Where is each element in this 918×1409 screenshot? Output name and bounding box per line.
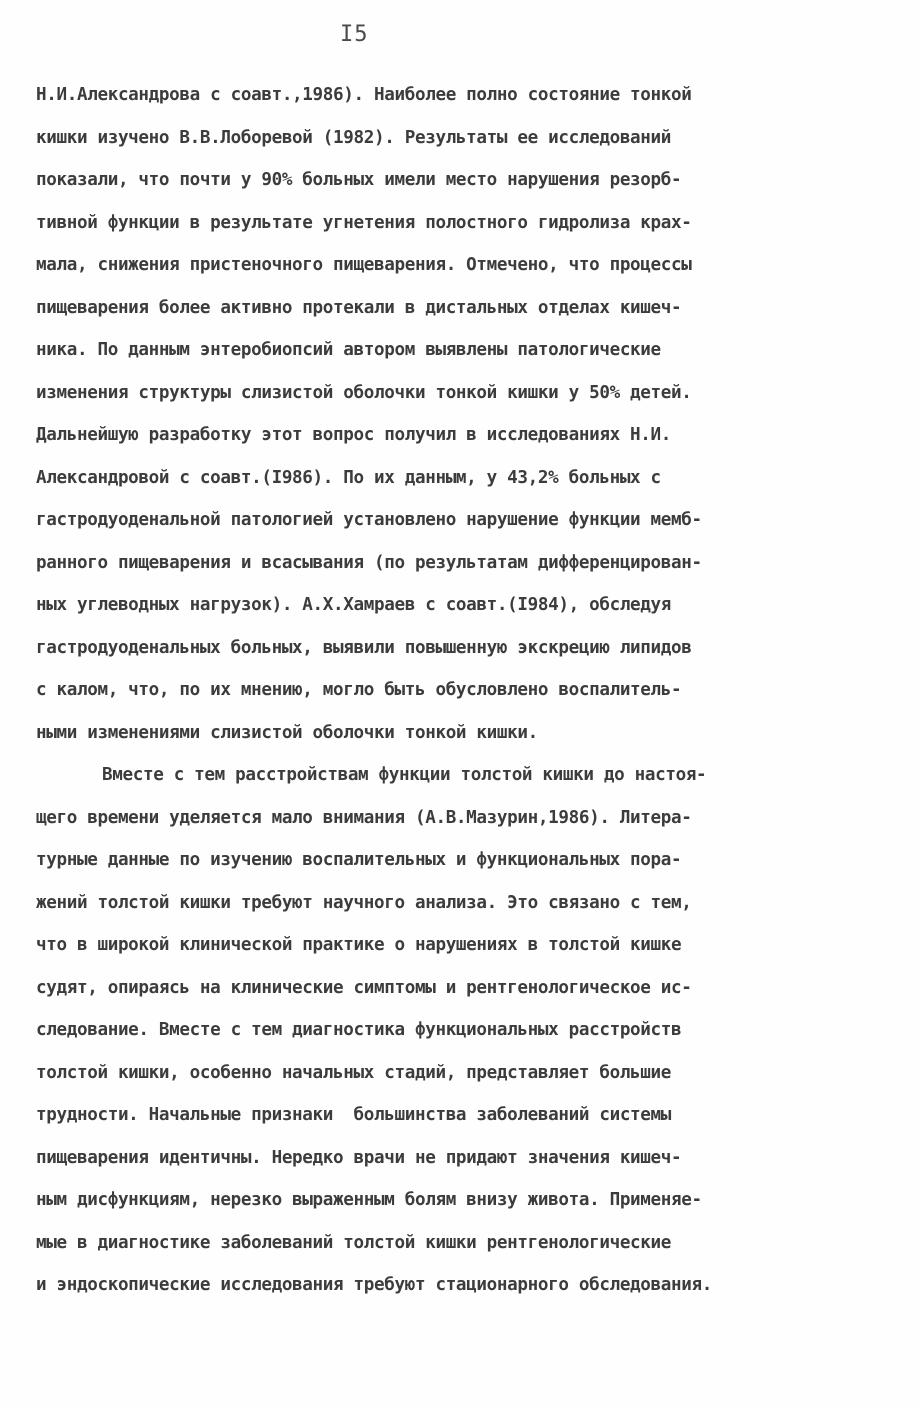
text-line: что в широкой клинической практике о нарушениях в толстой кишке (36, 935, 682, 955)
text-line: и эндоскопические исследования требуют стационарного обследования. (36, 1275, 712, 1295)
text-line: мые в диагностике заболеваний толстой кишки рентгенологические (36, 1232, 672, 1253)
text-line: турные данные по изучению воспалительных и функциональных пора- (36, 850, 682, 870)
text-line: судят, опираясь на клинические симптомы и рентгенологическое ис- (36, 977, 692, 998)
paragraph-start-line: Вместе с тем расстройствам функции толстой кишки до настоя- (102, 765, 707, 785)
text-line: показали, что почти у 90% больных имели место нарушения резорб- (36, 170, 682, 190)
text-line: пищеварения более активно протекали в дистальных отделах кишеч- (36, 297, 682, 318)
text-line: пищеварения идентичны. Нередко врачи не придают значения кишеч- (36, 1147, 682, 1168)
text-line: ным дисфункциям, нерезко выраженным болям внизу живота. Применяе- (36, 1190, 702, 1210)
text-line: следование. Вместе с тем диагностика функциональных расстройств (36, 1020, 682, 1040)
text-line: толстой кишки, особенно начальных стадий, представляет большие (36, 1062, 672, 1083)
text-line: трудности. Начальные признаки большинства заболеваний системы (36, 1105, 672, 1125)
text-line: жений толстой кишки требуют научного анализа. Это связано с тем, (36, 892, 692, 913)
text-line: ных углеводных нагрузок). А.Х.Хамраев с соавт.(I984), обследуя (36, 595, 672, 615)
body-text (36, 74, 888, 1307)
text-line: гастродуоденальных больных, выявили повышенную экскрецию липидов (36, 637, 692, 658)
text-line: Дальнейшую разработку этот вопрос получил в исследованиях Н.И. (36, 425, 672, 445)
text-line: ными изменениями слизистой оболочки тонкой кишки. (36, 722, 538, 743)
text-line: щего времени уделяется мало внимания (А.В.Мазурин,1986). Литера- (36, 807, 692, 828)
text-line: гастродуоденальной патологией установлено нарушение функции мемб- (36, 510, 702, 530)
text-line: кишки изучено В.В.Лоборевой (1982). Результаты ее исследований (36, 127, 672, 148)
text-line: ранного пищеварения и всасывания (по результатам дифференцирован- (36, 552, 702, 573)
text-line: ника. По данным энтеробиопсий автором выявлены патологические (36, 340, 661, 360)
text-line: изменения структуры слизистой оболочки тонкой кишки у 50% детей. (36, 382, 692, 403)
page-number: I5 (340, 22, 369, 47)
text-line: с калом, что, по их мнению, могло быть обусловлено воспалитель- (36, 680, 682, 700)
text-line: тивной функции в результате угнетения полостного гидролиза крах- (36, 212, 692, 233)
text-line: Н.И.Александрова с соавт.,1986). Наиболее полно состояние тонкой (36, 85, 692, 105)
text-line: Александровой с соавт.(I986). По их данным, у 43,2% больных с (36, 467, 661, 488)
text-line: мала, снижения пристеночного пищеварения. Отмечено, что процессы (36, 255, 692, 275)
